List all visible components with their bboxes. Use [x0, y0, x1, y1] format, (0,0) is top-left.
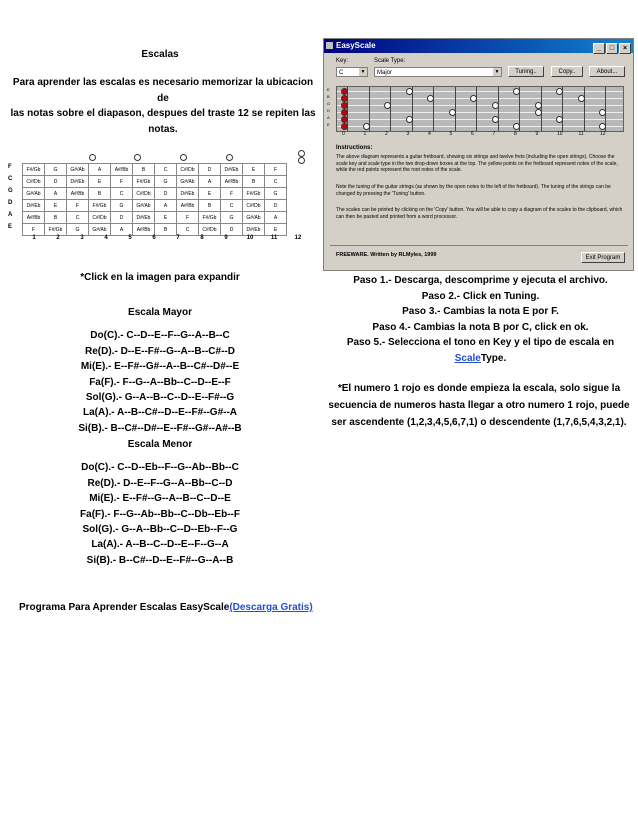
minor-scale-title: Escala Menor: [127, 439, 193, 450]
fretboard-cell: G#/Ab: [89, 224, 111, 236]
scale-note-dot: [470, 95, 477, 102]
fretboard-cell: B: [243, 176, 265, 188]
fret-numbers: [22, 235, 312, 241]
fretboard-cell: C: [67, 212, 89, 224]
fretboard-row: [23, 188, 287, 200]
string-names: [327, 86, 330, 128]
minor-scale-section: [0, 437, 320, 568]
minor-scale-line: La(A).- A--B--C--D--E--F--G--A: [91, 539, 229, 551]
string-name: B: [327, 94, 330, 99]
major-scale-line: Sol(G).- G--A--B--C--D--E--F#--G: [85, 391, 235, 403]
window-fret-number: 7: [492, 131, 496, 137]
window-fret-number: 1: [363, 131, 367, 137]
intro-line: las notas sobre el diapason, despues del traste 12 se repiten las: [10, 108, 316, 119]
fretboard-cell: E: [243, 164, 265, 176]
fret-marker: [226, 154, 233, 161]
scale-link[interactable]: Scale: [454, 352, 481, 364]
window-fret-number: 5: [449, 131, 453, 137]
instructions-text: The scales can be printed by clicking on the 'Copy' button. You will be able to copy a diagram of the scales to the clipboard, which can then be pasted and printed from a word processor.: [336, 207, 623, 220]
fretboard-cell: A: [45, 188, 67, 200]
fretboard-cell: B: [89, 188, 111, 200]
fretboard-cell: D: [155, 188, 177, 200]
scale-note-dot: [535, 109, 542, 116]
fretboard-row: [23, 224, 287, 236]
fretboard-cell: A#/Bb: [67, 188, 89, 200]
guitar-string: [337, 105, 623, 106]
window-fret-number: 0: [342, 131, 345, 137]
string-label: G: [8, 188, 13, 194]
minimize-icon[interactable]: _: [593, 43, 605, 54]
scale-note-dot: [449, 109, 456, 116]
major-scale-section: [0, 305, 320, 436]
fretboard-cell: A: [199, 176, 221, 188]
scale-note-dot: [384, 102, 391, 109]
scale-note-dot: [513, 88, 520, 95]
fretboard-cell: G: [155, 176, 177, 188]
fretboard-cell: C#/Db: [199, 224, 221, 236]
fretboard-cell: F: [177, 212, 199, 224]
fret-number: 3: [80, 235, 84, 241]
easyscale-window[interactable]: [323, 38, 634, 271]
scale-type-label: Scale Type:: [374, 58, 406, 64]
fretboard-cell: F#/Gb: [243, 188, 265, 200]
fretboard-table: [22, 163, 287, 236]
fret-marker: [298, 157, 305, 164]
window-fret-number: 8: [514, 131, 517, 137]
fret-number: 7: [176, 235, 180, 241]
fretboard-row: [23, 176, 287, 188]
fret-number: 8: [200, 235, 204, 241]
scale-note-dot: [341, 95, 348, 102]
guitar-string: [337, 91, 623, 92]
key-label: Key:: [336, 58, 349, 64]
scale-note-dot: [406, 116, 413, 123]
scale-type-select[interactable]: [374, 67, 502, 77]
minor-scale-line: Sol(G).- G--A--Bb--C--D--Eb--F--G: [82, 523, 238, 535]
string-label: C: [8, 176, 13, 182]
fretboard-cell: B: [155, 224, 177, 236]
fretboard-cell: C#/Db: [89, 212, 111, 224]
fretboard-cell: B: [199, 200, 221, 212]
fretboard-cell: G: [45, 164, 67, 176]
fretboard-cell: C: [221, 200, 243, 212]
guitar-string: [337, 126, 623, 127]
fretboard-cell: F: [23, 224, 45, 236]
fretboard-cell: F#/Gb: [133, 176, 155, 188]
fretboard-cell: A: [265, 212, 287, 224]
program-line: [19, 602, 313, 613]
step-line: Paso 4.- Cambias la nota B por C, click en ok.: [372, 321, 589, 333]
major-scale-line: La(A).- A--B--C#--D--E--F#--G#--A: [82, 407, 238, 419]
string-label: E: [8, 224, 13, 230]
fretboard-cell: E: [155, 212, 177, 224]
note-line: *El numero 1 rojo es donde empieza la escala, solo sigue la: [337, 383, 621, 394]
step-line: Paso 2.- Click en Tuning.: [421, 290, 540, 302]
fretboard-cell: F: [265, 164, 287, 176]
freeware-credit: FREEWARE. Written by RLMyles, 1999: [336, 252, 437, 258]
close-icon[interactable]: ×: [619, 43, 631, 54]
about-button[interactable]: About...: [589, 66, 625, 77]
step-line: Paso 1.- Descarga, descomprime y ejecuta el archivo.: [353, 275, 608, 286]
instructions-text: The above diagram represents a guitar fretboard, showing six strings and twelve frets (including the open strings). Choose the scale key and scale type in the two drop-down boxes at the top. The yellow points on the fretboard represent notes of the scale, while the red points represent the root notes of the scale.: [336, 154, 618, 173]
fretboard-cell: G#/Ab: [133, 200, 155, 212]
fretboard-cell: G#/Ab: [177, 176, 199, 188]
scale-note-dot: [556, 88, 563, 95]
click-note: *Click en la imagen para expandir: [80, 272, 240, 283]
scale-note-dot: [578, 95, 585, 102]
scale-note-dot: [406, 88, 413, 95]
note-line: secuencia de numeros hasta llegar a otro numero 1 rojo, puede: [328, 400, 630, 411]
fret-number: 11: [270, 235, 278, 241]
key-select[interactable]: [336, 67, 368, 77]
string-name: D: [327, 108, 330, 113]
guitar-string: [337, 119, 623, 120]
string-label: A: [8, 212, 13, 218]
window-fret-number: 6: [471, 131, 474, 137]
fretboard-cell: A#/Bb: [221, 176, 243, 188]
fretboard-cell: E: [45, 200, 67, 212]
scale-note-dot: [492, 116, 499, 123]
fretboard-cell: B: [133, 164, 155, 176]
scale-note-dot: [513, 123, 520, 130]
string-label: F: [8, 164, 12, 170]
fretboard-cell: C#/Db: [177, 164, 199, 176]
window-titlebar: [324, 39, 633, 53]
major-scale-line: Si(B).- B--C#--D#--E--F#--G#--A#--B: [78, 422, 242, 434]
string-name: E: [327, 122, 330, 127]
fretboard-cell: D: [45, 176, 67, 188]
major-scale-line: Re(D).- D--E--F#--G--A--B--C#--D: [85, 345, 235, 357]
fretboard-cell: G#/Ab: [67, 164, 89, 176]
fretboard-row: [23, 164, 287, 176]
window-fret-number: 4: [428, 131, 431, 137]
scale-note-dot: [341, 116, 348, 123]
minor-scale-line: Mi(E).- E--F#--G--A--B--C--D--E: [89, 493, 231, 505]
key-value: C: [339, 70, 344, 76]
fretboard-cell: A#/Bb: [177, 200, 199, 212]
fret-marker: [134, 154, 141, 161]
window-fret-number: 11: [578, 131, 584, 137]
step-text: Type.: [480, 352, 507, 364]
major-scale-title: Escala Mayor: [128, 307, 192, 318]
fretboard-cell: C#/Db: [133, 188, 155, 200]
fret-number: 12: [294, 235, 302, 241]
fretboard-cell: B: [45, 212, 67, 224]
fret-line: [433, 87, 434, 131]
fretboard-cell: G: [67, 224, 89, 236]
fretboard-cell: G: [111, 200, 133, 212]
fret-number: 2: [56, 235, 60, 241]
fretboard-cell: G#/Ab: [243, 212, 265, 224]
fret-number: 1: [32, 235, 36, 241]
step-line-last: [323, 351, 638, 367]
instructions-text: Note the tuning of the guitar strings (as shown by the open notes to the left of the fretboard). The tuning of the strings can be changed by pressing the 'Tuning' button.: [336, 184, 611, 197]
fretboard-cell: D: [199, 164, 221, 176]
fretboard-row: [23, 212, 287, 224]
fretboard-cell: C#/Db: [23, 176, 45, 188]
fret-line: [584, 87, 585, 131]
string-name: A: [327, 115, 330, 120]
fret-marker: [298, 150, 305, 157]
fretboard-cell: D: [221, 224, 243, 236]
scale-note-dot: [556, 116, 563, 123]
fret-number: 6: [152, 235, 156, 241]
fret-line: [498, 87, 499, 131]
window-fret-number: 9: [535, 131, 539, 137]
intro-line: notas.: [148, 123, 178, 135]
maximize-icon[interactable]: □: [606, 43, 618, 54]
fretboard-cell: G: [265, 188, 287, 200]
fretboard-cell: F: [221, 188, 243, 200]
scale-note-dot: [341, 102, 348, 109]
fretboard-cell: C#/Db: [243, 200, 265, 212]
window-fret-number: 2: [385, 131, 388, 137]
window-fret-number: 10: [557, 131, 563, 137]
exit-program-button[interactable]: Exit Program: [581, 252, 625, 263]
fretboard-cell: A#/Bb: [133, 224, 155, 236]
fretboard-cell: D#/Eb: [23, 200, 45, 212]
fretboard-cell: F#/Gb: [45, 224, 67, 236]
fretboard-cell: D#/Eb: [243, 224, 265, 236]
major-scale-line: Mi(E).- E--F#--G#--A--B--C#--D#--E: [80, 361, 240, 373]
fretboard-cell: D: [111, 212, 133, 224]
chevron-down-icon[interactable]: ▼: [494, 69, 500, 75]
note-paragraph: [323, 380, 635, 431]
fretboard-cell: D#/Eb: [67, 176, 89, 188]
string-name: G: [327, 101, 331, 106]
fretboard-cell: E: [265, 224, 287, 236]
fret-marker: [89, 154, 96, 161]
fretboard-cell: F: [111, 176, 133, 188]
fretboard-cell: G#/Ab: [23, 188, 45, 200]
window-fret-number: 12: [600, 131, 606, 137]
intro-paragraph: [6, 75, 320, 137]
chevron-down-icon[interactable]: ▼: [360, 69, 366, 75]
fretboard-cell: A#/Bb: [23, 212, 45, 224]
fretboard-cell: F: [67, 200, 89, 212]
fretboard-cell: A: [155, 200, 177, 212]
scale-note-dot: [599, 109, 606, 116]
fretboard-cell: D#/Eb: [177, 188, 199, 200]
fretboard-image[interactable]: [8, 150, 316, 258]
fretboard-cell: A: [111, 224, 133, 236]
fretboard-cell: F#/Gb: [89, 200, 111, 212]
fret-line: [476, 87, 477, 131]
page-title: Escalas: [141, 49, 179, 60]
scale-note-dot: [599, 123, 606, 130]
step-line: Paso 3.- Cambias la nota E por F.: [402, 306, 559, 317]
string-label: D: [8, 200, 13, 206]
copy-button[interactable]: Copy..: [551, 66, 583, 77]
window-fret-number: 3: [406, 131, 410, 137]
intro-line: Para aprender las escalas es necesario memorizar la ubicacion de: [12, 77, 314, 104]
fretboard-cell: F#/Gb: [199, 212, 221, 224]
minor-scale-line: Si(B).- B--C#--D--E--F#--G--A--B: [86, 554, 234, 566]
scale-note-dot: [492, 102, 499, 109]
fretboard-cell: E: [199, 188, 221, 200]
window-title: EasyScale: [336, 41, 376, 50]
fretboard-cell: C: [111, 188, 133, 200]
download-link[interactable]: (Descarga Gratis): [229, 602, 313, 613]
fretboard-cell: D: [265, 200, 287, 212]
fretboard-cell: G: [221, 212, 243, 224]
app-icon: [326, 42, 333, 49]
fretboard-cell: C: [265, 176, 287, 188]
divider: [330, 245, 628, 246]
step-line: Paso 5.- Selecciona el tono en Key y el tipo de escala en: [346, 337, 615, 348]
fret-line: [390, 87, 391, 131]
minor-scale-line: Do(C).- C--D--Eb--F--G--Ab--Bb--C: [81, 462, 239, 474]
scale-note-dot: [341, 123, 348, 130]
scale-note-dot: [341, 88, 348, 95]
fretboard-cell: C: [177, 224, 199, 236]
scale-note-dot: [535, 102, 542, 109]
string-name: E: [327, 87, 330, 92]
major-scale-line: Fa(F).- F--G--A--Bb--C--D--E--F: [89, 376, 231, 388]
fretboard-cell: D#/Eb: [133, 212, 155, 224]
fretboard-cell: C: [155, 164, 177, 176]
scale-note-dot: [363, 123, 370, 130]
steps-list: [323, 273, 638, 366]
instructions-title: Instructions:: [336, 145, 373, 151]
scale-type-value: Major: [377, 70, 393, 76]
tuning-button[interactable]: Tuning..: [508, 66, 544, 77]
fretboard-cell: A#/Bb: [111, 164, 133, 176]
fretboard-display: [336, 86, 624, 132]
fret-number: 10: [246, 235, 254, 241]
major-scale-line: Do(C).- C--D--E--F--G--A--B--C: [90, 330, 230, 342]
scale-note-dot: [427, 95, 434, 102]
fret-number: 5: [128, 235, 132, 241]
minor-scale-line: Re(D).- D--E--F--G--A--Bb--C--D: [87, 477, 233, 489]
guitar-string: [337, 112, 623, 113]
fretboard-cell: F#/Gb: [23, 164, 45, 176]
fret-number: 4: [104, 235, 108, 241]
fretboard-cell: E: [89, 176, 111, 188]
program-text: Programa Para Aprender Escalas EasyScale: [19, 602, 230, 613]
scale-note-dot: [341, 109, 348, 116]
minor-scale-line: Fa(F).- F--G--Ab--Bb--C--Db--Eb--F: [80, 508, 240, 520]
fretboard-cell: A: [89, 164, 111, 176]
fret-marker: [180, 154, 187, 161]
note-line: ser ascendente (1,2,3,4,5,6,7,1) o descendente (1,7,6,5,4,3,2,1).: [331, 417, 627, 428]
fretboard-row: [23, 200, 287, 212]
fretboard-cell: D#/Eb: [221, 164, 243, 176]
fret-number: 9: [224, 235, 228, 241]
